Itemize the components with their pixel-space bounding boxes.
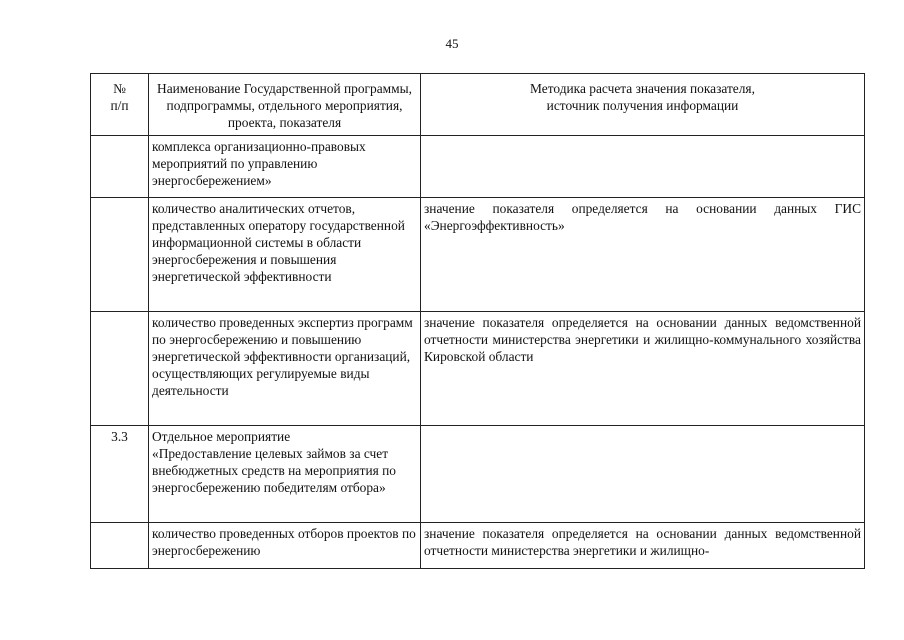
row-name: количество аналитических отчетов, представленных оператору государственной информационной системы в области энергосбережения и повышения энергетической эффективности [149, 198, 421, 312]
row-number [91, 312, 149, 426]
table-row [91, 136, 865, 198]
row-name: количество проведенных экспертиз программ по энергосбережению и повышению энергетической эффективности организаций, осуществляющих регулируемые виды деятельности [149, 312, 421, 426]
table-row [91, 198, 865, 312]
row-name: Отдельное мероприятие «Предоставление целевых займов за счет внебюджетных средств на мероприятия по энергосбережению победителям отбора» [149, 426, 421, 523]
header-method: Методика расчета значения показателя, источник получения информации [421, 74, 865, 136]
indicators-table [90, 73, 865, 569]
page-number: 45 [445, 36, 459, 51]
header-number: № п/п [91, 74, 149, 136]
row-method: значение показателя определяется на основании данных ГИС «Энергоэффективность» [421, 198, 865, 312]
row-number [91, 523, 149, 569]
table-header-row [91, 74, 865, 136]
row-method: значение показателя определяется на основании данных ведомственной отчетности министерства энергетики и жилищно-коммунального хозяйства Кировской области [421, 312, 865, 426]
row-method [421, 136, 865, 198]
table-row [91, 426, 865, 523]
row-number [91, 198, 149, 312]
row-method [421, 426, 865, 523]
row-number [91, 136, 149, 198]
row-name: количество проведенных отборов проектов по энергосбережению [149, 523, 421, 569]
table-row [91, 312, 865, 426]
page-bottom-margin [0, 574, 904, 640]
header-name: Наименование Государственной программы, подпрограммы, отдельного мероприятия, проекта, показателя [149, 74, 421, 136]
row-name: комплекса организационно-правовых мероприятий по управлению энергосбережением» [149, 136, 421, 198]
row-number: 3.3 [91, 426, 149, 523]
row-method: значение показателя определяется на основании данных ведомственной отчетности министерства энергетики и жилищно- [421, 523, 865, 569]
table-row [91, 523, 865, 569]
